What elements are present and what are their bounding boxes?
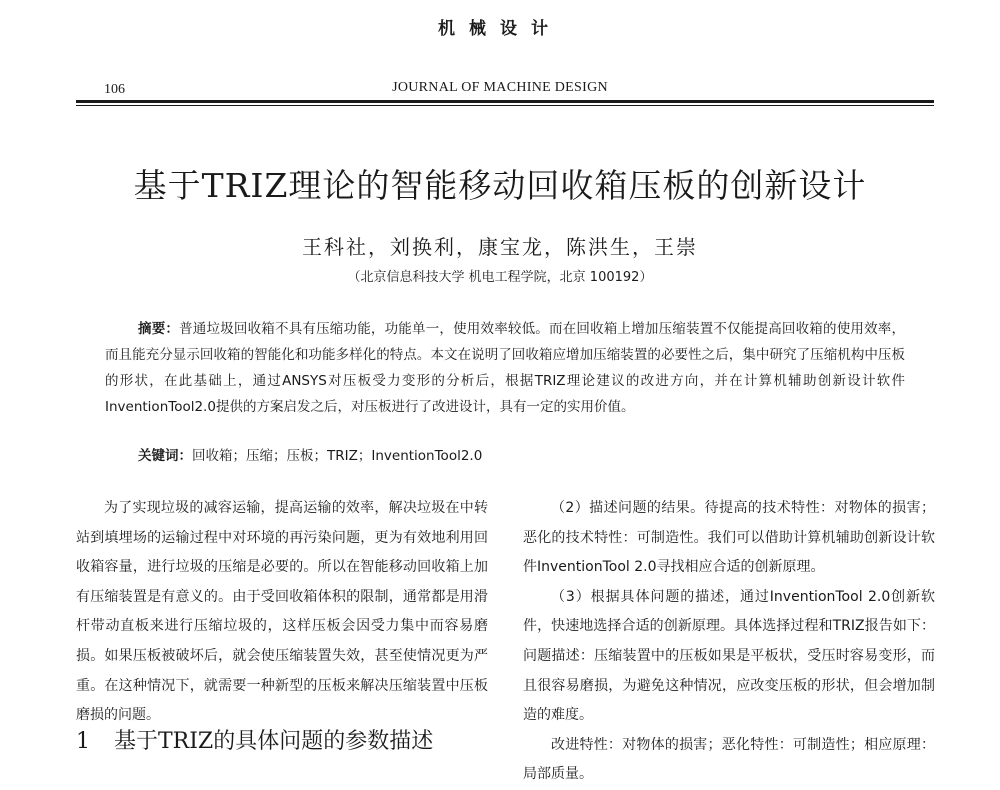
page-number: 106 <box>104 82 125 97</box>
paper-title: 基于TRIZ理论的智能移动回收箱压板的创新设计 <box>133 166 867 205</box>
section-title: 基于TRIZ的具体问题的参数描述 <box>114 729 434 754</box>
keywords <box>138 444 482 464</box>
paper-authors: 王科社，刘换利，康宝龙，陈洪生，王崇 <box>302 235 698 259</box>
body-paragraph: 为了实现垃圾的减容运输，提高运输的效率，解决垃圾在中转站到填埋场的运输过程中对环境的再污染问题，更为有效地利用回收箱容量，进行垃圾的压缩是必要的。所以在智能移动回收箱上加有压缩装置是有意义的。由于受回收箱体积的限制，通常都是用滑杆带动直板来进行压缩垃圾的，这样压板会因受力集中而容易磨损。如果压板被破坏后，就会使压缩装置失效，甚至使情况更为严重。在这种情况下，就需要一种新型的压板来解决压缩装置中压板磨损的问题。 <box>76 500 488 724</box>
body-paragraph: （2）描述问题的结果。待提高的技术特性：对物体的损害；恶化的技术特性：可制造性。我们可以借助计算机辅助创新设计软件InventionTool 2.0寻找相应合适的创新原理。 <box>523 500 935 576</box>
keywords-text: 回收箱；压缩；压板；TRIZ；InventionTool2.0 <box>192 448 483 464</box>
header-rule <box>76 100 934 103</box>
body-column-right <box>523 494 935 790</box>
paper-affiliation: （北京信息科技大学 机电工程学院，北京 100192） <box>347 270 653 285</box>
abstract-text: 普通垃圾回收箱不具有压缩功能，功能单一，使用效率较低。而在回收箱上增加压缩装置不仅能提高回收箱的使用效率，而且能充分显示回收箱的智能化和功能多样化的特点。本文在说明了回收箱应增加压缩装置的必要性之后，集中研究了压缩机构中压板的形状，在此基础上，通过ANSYS对压板受力变形的分析后，根据TRIZ理论建议的改进方向，并在计算机辅助创新设计软件InventionTool2.0提供的方案启发之后，对压板进行了改进设计，具有一定的实用价值。 <box>105 321 906 415</box>
abstract <box>105 316 905 420</box>
body-paragraph: 改进特性：对物体的损害；恶化特性：可制造性；相应原理：局部质量。 <box>523 736 935 783</box>
journal-title-en: JOURNAL OF MACHINE DESIGN <box>392 80 608 95</box>
body-paragraph: （3）根据具体问题的描述，通过InventionTool 2.0创新软件，快速地选择合适的创新原理。具体选择过程和TRIZ报告如下：问题描述：压缩装置中的压板如果是平板状，受压时容易变形，而且很容易磨损，为避免这种情况，应改变压板的形状，但会增加制造的难度。 <box>523 588 935 724</box>
section-heading <box>76 724 433 755</box>
header-rule-thin <box>76 105 934 106</box>
abstract-label: 摘要： <box>138 321 180 337</box>
section-number: 1 <box>76 729 90 754</box>
body-column-left <box>76 494 488 731</box>
journal-title-cn: 机械设计 <box>438 19 562 39</box>
keywords-label: 关键词： <box>138 448 192 464</box>
